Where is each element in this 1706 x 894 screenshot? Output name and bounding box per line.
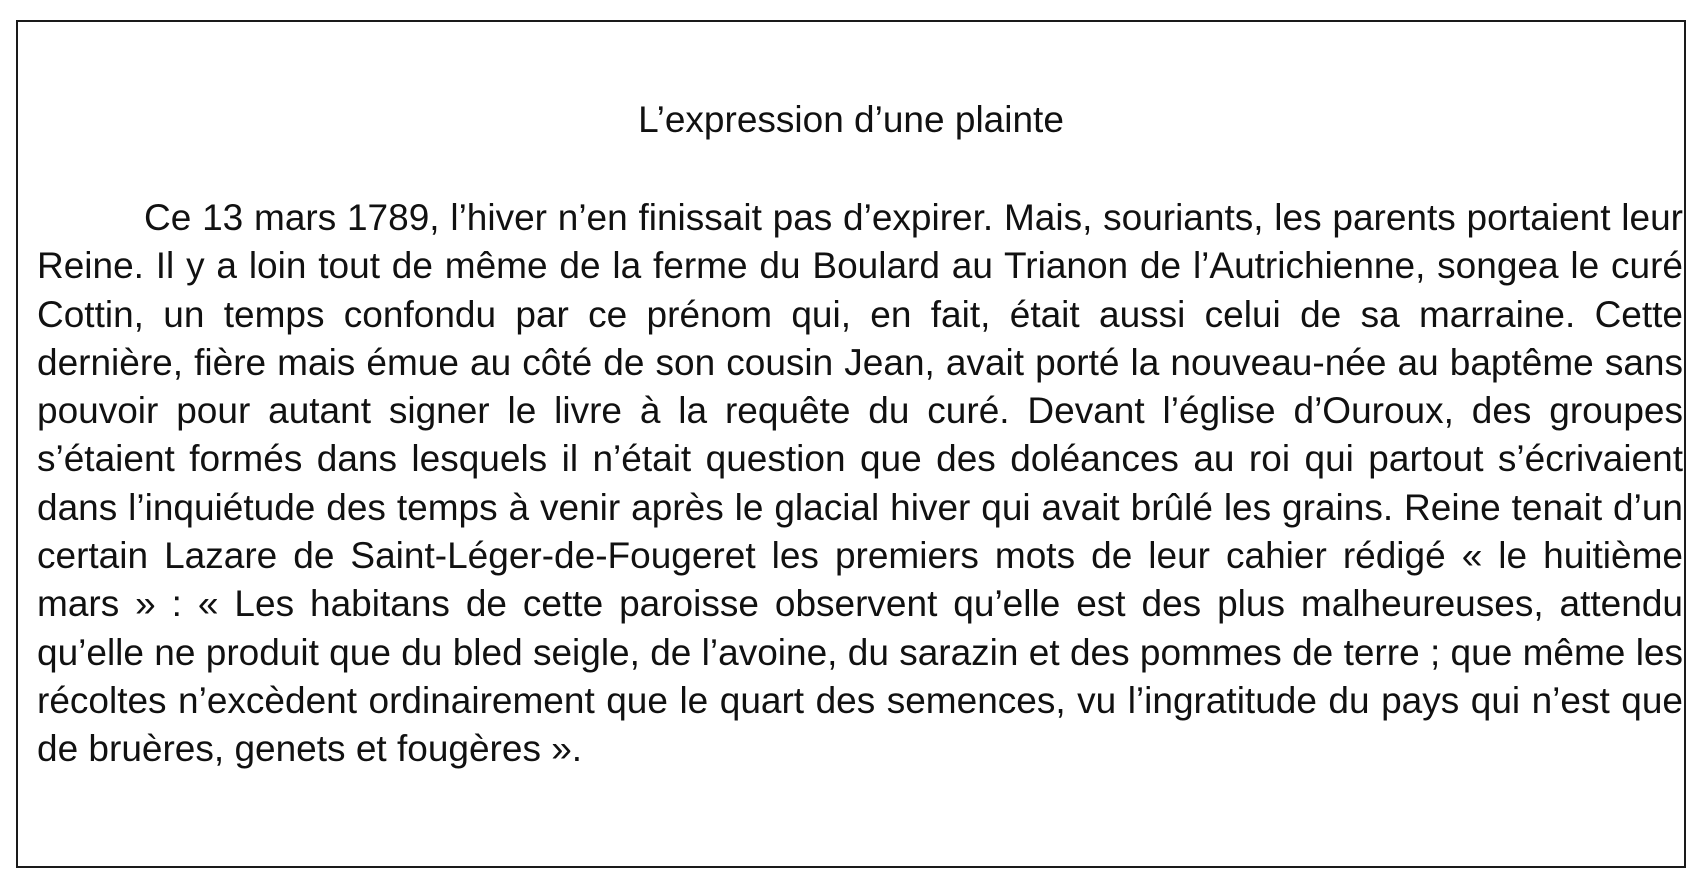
document-paragraph: Ce 13 mars 1789, l’hiver n’en finissait pas d’expirer. Mais, souriants, les parents portaient leur Reine. Il y a loin tout de même de la ferme du Boulard au Trianon de l’Autrichienne, songea le curé Cottin, un temps confondu par ce prénom qui, en fait, était aussi celui de sa marraine. Cette dernière, fière mais émue au côté de son cousin Jean, avait porté la nouveau-née au baptême sans pouvoir pour autant signer le livre à la requête du curé. Devant l’église d’Ouroux, des groupes s’étaient formés dans lesquels il n’était question que des doléances au roi qui partout s’écrivaient dans l’inquiétude des temps à venir après le glacial hiver qui avait brûlé les grains. Reine tenait d’un certain Lazare de Saint-Léger-de-Fougeret les premiers mots de leur cahier rédigé « le huitième mars » : « Les habitans de cette paroisse observent qu’elle est des plus malheureuses, attendu qu’elle ne produit que du bled seigle, de l’avoine, du sarazin et des pommes de terre ; que même les récoltes n’excèdent ordinairement que le quart des semences, vu l’ingratitude du pays qui n’est que de bruères, genets et fougères ».: [37, 197, 1683, 770]
text-box-frame: [16, 20, 1686, 868]
document-title: L’expression d’une plainte: [638, 99, 1064, 140]
